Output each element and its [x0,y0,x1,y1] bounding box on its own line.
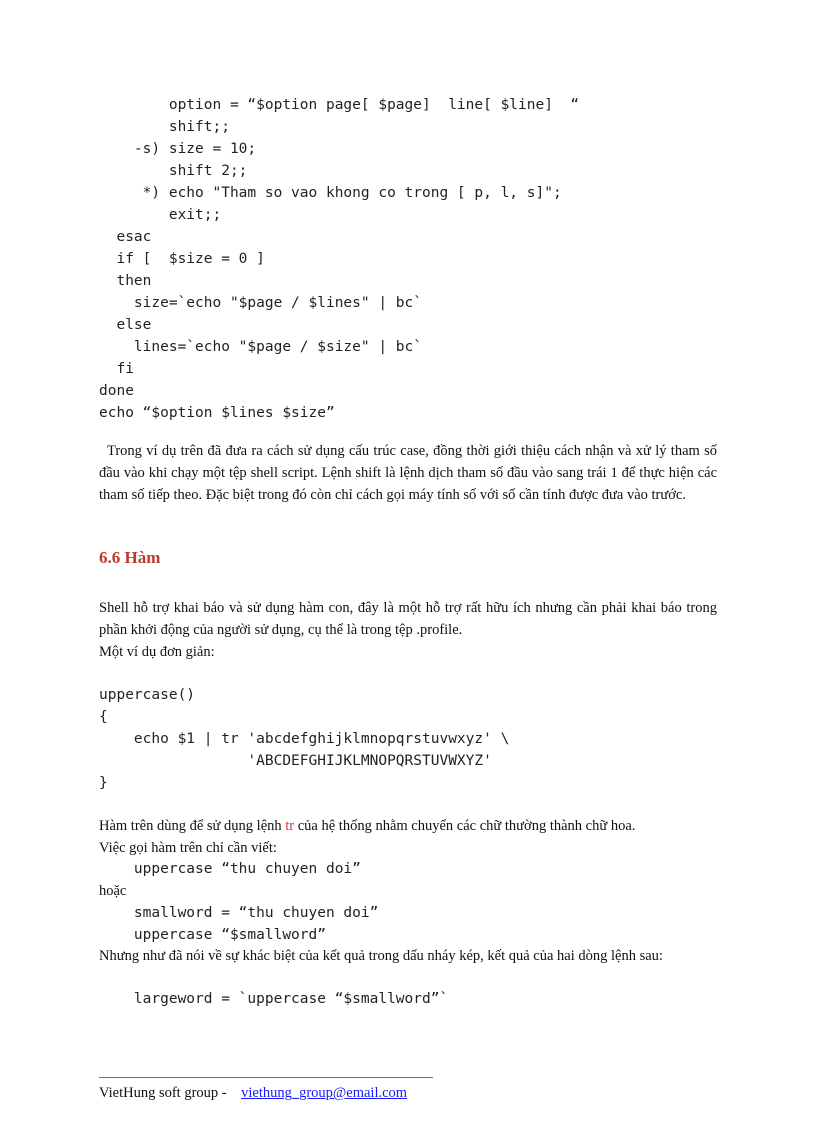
page-footer [99,1085,407,1102]
code-line: size=`echo "$page / $lines" | bc` [99,295,423,311]
footer-email-link[interactable]: viethung_group@email.com [241,1085,408,1101]
paragraph-example-label: Một ví dụ đơn giản: [99,644,215,660]
code-line: *) echo "Tham so vao khong co trong [ p, l, s]"; [99,185,562,201]
code-block-case-loop [99,94,579,424]
code-line: fi [99,361,134,377]
code-line: uppercase() [99,687,196,703]
code-line: done [99,383,134,399]
code-line: { [99,709,108,725]
paragraph-tr-explanation [99,815,717,837]
code-line: uppercase “$smallword” [99,927,326,943]
code-line: else [99,317,152,333]
paragraph-case-explanation: Trong ví dụ trên đã đưa ra cách sử dụng cấu trúc case, đồng thời giới thiệu cách nhận và xử lý tham số đầu vào khi chạy một tệp shell script. Lệnh shift là lệnh dịch tham số đầu vào sang trái 1 để thực hiện các tham số tiếp theo. Đặc biệt trong đó còn chỉ cách gọi máy tính số với số cần tính được đưa vào trước. [99,443,717,503]
tr-command-highlight: tr [285,818,295,834]
code-line: esac [99,229,152,245]
code-line: -s) size = 10; [99,141,257,157]
footer-label: VietHung soft group - [99,1085,242,1101]
code-line: exit;; [99,207,222,223]
paragraph-quote-difference: Nhưng như đã nói về sự khác biệt của kết quả trong dấu nháy kép, kết quả của hai dòng lệnh sau: [99,948,663,964]
code-line: lines=`echo "$page / $size" | bc` [99,339,423,355]
code-line: shift 2;; [99,163,248,179]
section-heading: 6.6 Hàm [99,548,161,567]
code-line-call-1: uppercase “thu chuyen doi” [99,861,361,877]
paragraph-function-intro: Shell hỗ trợ khai báo và sử dụng hàm con, đây là một hỗ trợ rất hữu ích nhưng cần phải khai báo trong phần khởi động của người sử dụng, cụ thể là trong tệp .profile. [99,600,717,638]
text-run: Hàm trên dùng để sử dụng lệnh [99,818,286,834]
code-line: echo “$option $lines $size” [99,405,335,421]
code-line: 'ABCDEFGHIJKLMNOPQRSTUVWXYZ' [99,753,492,769]
code-block-call-2 [99,902,378,946]
code-line: } [99,775,108,791]
code-line: smallword = “thu chuyen doi” [99,905,379,921]
code-block-uppercase-function [99,684,509,794]
text-run: của hệ thống nhằm chuyển các chữ thường thành chữ hoa. [294,818,636,834]
code-line: shift;; [99,119,230,135]
code-line: then [99,273,152,289]
paragraph-or: hoặc [99,883,127,899]
code-line: option = “$option page[ $page] line[ $line] “ [99,97,580,113]
footer-divider [99,1077,433,1078]
code-line: echo $1 | tr 'abcdefghijklmnopqrstuvwxyz' \ [99,731,510,747]
code-line: if [ $size = 0 ] [99,251,265,267]
code-line-call-3: largeword = `uppercase “$smallword”` [99,991,449,1007]
paragraph-call-instruction: Việc gọi hàm trên chỉ cần viết: [99,840,277,856]
